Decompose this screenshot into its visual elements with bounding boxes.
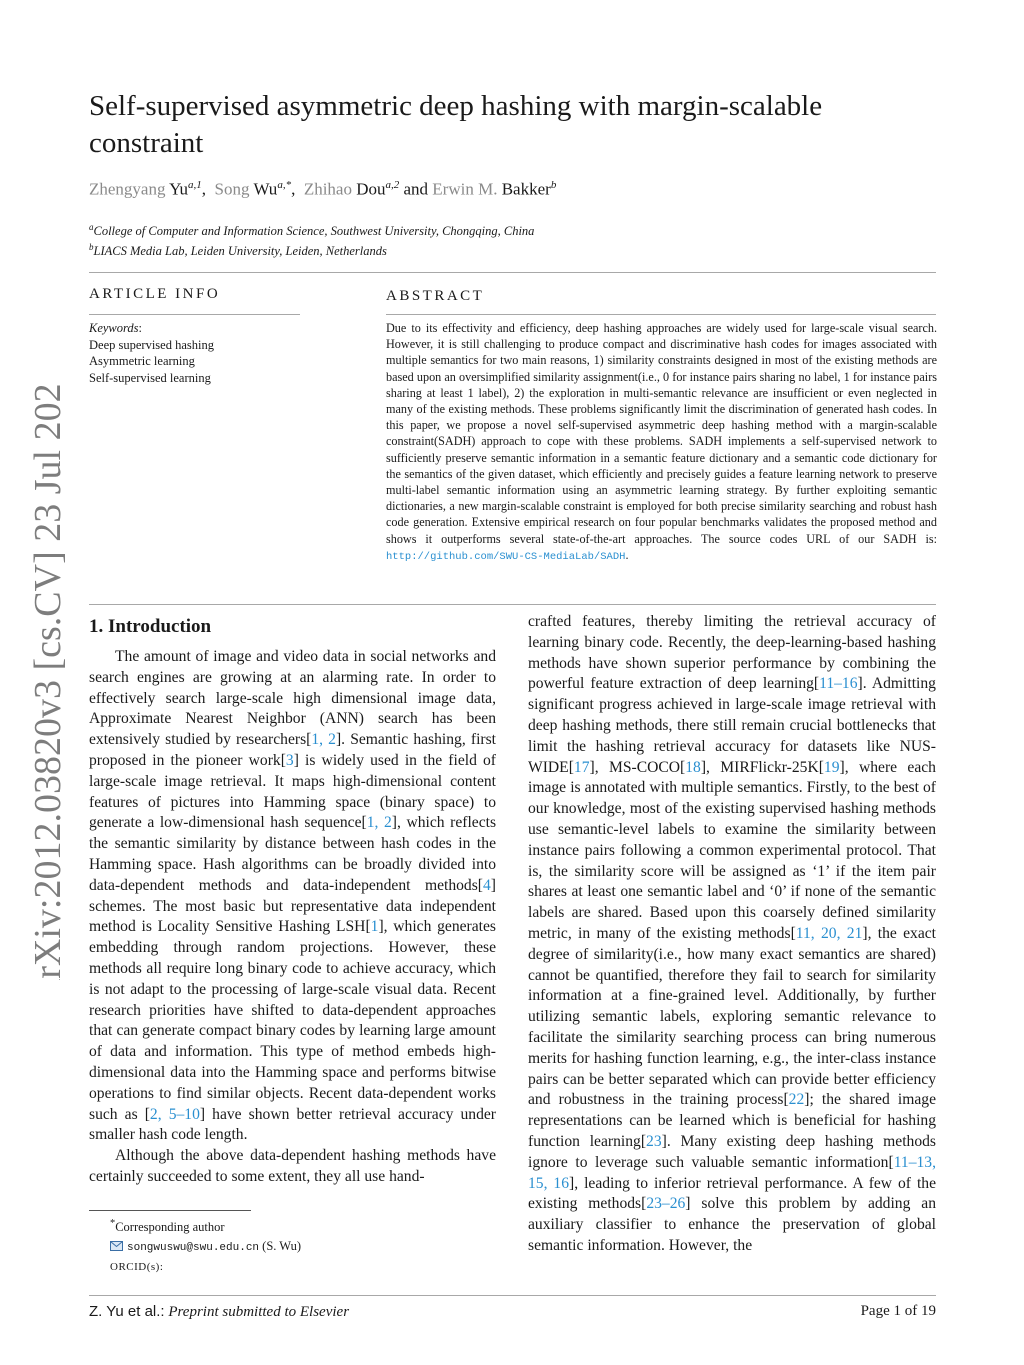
affiliation-a	[89, 222, 939, 239]
citation-link[interactable]: 18	[685, 758, 701, 776]
citation-link[interactable]: 11–16	[819, 675, 858, 693]
section-heading-introduction: 1. Introduction	[89, 616, 212, 637]
affiliation-mark: b	[89, 242, 94, 252]
author-affiliation-mark: b	[550, 179, 557, 191]
article-info-heading: ARTICLE INFO	[89, 286, 221, 302]
page-number: Page 1 of 19	[860, 1303, 936, 1319]
author-affiliation-mark: a,2	[385, 179, 400, 191]
affiliation-mark: a	[89, 222, 94, 232]
footer-left	[89, 1303, 349, 1321]
author-list: Zhengyang Yu$^{a,1}$, Song $Wu^{a,*}$, Zhihao Dou$^{a,2}$ and Erwin M. Bakker$^b$	[89, 179, 557, 199]
affiliation-text: College of Computer and Information Science, Southwest University, Chongqing, China	[93, 224, 535, 239]
citation-link[interactable]: 23	[646, 1132, 662, 1150]
author-last-name: Dou	[356, 179, 386, 199]
citation-link[interactable]: 1, 2	[311, 731, 336, 749]
citation-link[interactable]: 11–13, 15, 16	[528, 1153, 936, 1192]
footnote: *Corresponding author songwuswu@swu.edu.cn (S. Wu) ORCID(s):	[110, 1214, 410, 1277]
citation-link[interactable]: 1, 2	[366, 814, 392, 832]
author-last-name: Yu	[169, 179, 189, 199]
footer-preprint-note: Preprint submitted to Elsevier	[168, 1304, 350, 1320]
intro-paragraph: The amount of image and video data in social networks and search engines are growing at an alarming rate. In order to effectively search large-scale high dimensional image data, Approximate Nearest Neighbor (ANN) search has been extensively studied by researchers[1, 2]. Semantic hashing, first proposed in the pioneer work[3] is widely used in the field of large-scale image retrieval. It maps high-dimensional content features of pictures into Hamming space (binary space) to generate a low-dimensional hash sequence[1, 2], which reflects the semantic similarity by distance between hash codes in the Hamming space. Hash algorithms can be broadly divided into data-dependent methods and data-independent methods[4] schemes. The most basic but representative data independent method is Locality Sensitive Hashing LSH[1], which generates embedding through random projections. However, these methods all require long binary code to achieve accuracy, which is not adapt to the processing of large-scale visual data. Recent research priorities have shifted to data-dependent approaches that can generate compact binary codes by learning large amount of data and information. This type of method embeds high-dimensional data into the Hamming space and performs bitwise operations to find similar objects. Recent data-dependent works such as [2, 5–10] have shown better retrieval accuracy under smaller hash code length.	[89, 648, 497, 1144]
paper-title: Self-supervised asymmetric deep hashing with margin-scalable constraint	[89, 90, 823, 159]
abstract-rule	[386, 314, 936, 315]
corresponding-author-label: Corresponding author	[115, 1220, 225, 1235]
author-affiliation-mark: a,1	[188, 179, 202, 191]
abstract-heading: ABSTRACT	[386, 288, 485, 304]
email-icon	[110, 1241, 123, 1251]
keyword: Self-supervised learning	[89, 370, 211, 385]
footer-authors: Z. Yu et al.:	[89, 1303, 165, 1320]
affiliation-text: LIACS Media Lab, Leiden University, Leiden, Netherlands	[93, 244, 387, 259]
citation-link[interactable]: 19	[823, 758, 840, 776]
citation-link[interactable]: 22	[788, 1091, 805, 1109]
author-email[interactable]: songwuswu@swu.edu.cn	[127, 1242, 260, 1255]
author-first-name: Song	[214, 179, 250, 199]
keyword: Deep supervised hashing	[89, 337, 214, 352]
source-code-link[interactable]: http://github.com/SWU-CS-MediaLab/SADH	[386, 550, 626, 563]
header-divider	[89, 272, 936, 273]
orcid-label: ORCID(s):	[110, 1261, 164, 1274]
keyword: Asymmetric learning	[89, 354, 195, 368]
keywords-block: Keywords: Deep supervised hashing Asymmetric learning Self-supervised learning	[89, 320, 349, 386]
author-affiliation-mark: a,*	[277, 179, 292, 191]
footnote-rule	[89, 1210, 251, 1211]
author-conjunction: and	[403, 179, 429, 199]
citation-link[interactable]: 1	[370, 918, 379, 936]
arxiv-identifier: arXiv:2012.03820v3 [cs.CV] 23 Jul 2021	[27, 380, 69, 980]
author-first-name: Zhengyang	[89, 179, 166, 199]
author-last-name: Bakker	[501, 179, 551, 199]
author-first-name: Zhihao	[303, 179, 352, 199]
intro-paragraph: Although the above data-dependent hashing methods have certainly succeeded to some extent, they all use hand-	[89, 1147, 496, 1185]
abstract-divider	[89, 604, 936, 605]
intro-column-right	[528, 612, 936, 1257]
intro-paragraph: crafted features, thereby limiting the retrieval accuracy of learning binary code. Recently, the deep-learning-based hashing methods have shown superior performance by combining the powerful feature extraction of deep learning[11–16]. Admitting significant progress achieved in large-scale image retrieval with deep hashing methods, there still remain crucial bottlenecks that limit the hashing retrieval accuracy for datasets like NUS-WIDE[17], MS-COCO[18], MIRFlickr-25K[19], where each image is annotated with multiple semantics. Firstly, to the best of our knowledge, most of the existing supervised hashing methods use semantic-level labels to examine the similarity between instance pairs following a common experimental protocol. That is, the similarity score will be assigned as ‘1’ if the item pair shares at least one semantic label and ‘0’ if none of the semantic labels are shared. Based upon this coarsely defined similarity metric, in many of the existing methods[11, 20, 21], the exact degree of similarity(i.e., how many exact semantics are shared) cannot be quantified, therefore they fail to search for similarity information at a fine-grained level. Additionally, by further utilizing semantic labels, exploring semantic relevance to facilitate the similarity searching process can bring numerous merits for hashing function learning, e.g., the inter-class instance pairs can be better separated which can provide better efficiency and robustness in the training process[22]; the shared image representations can be learned which is beneficial for hashing function learning[23]. Many existing deep hashing methods ignore to leverage such valuable semantic information[11–13, 15, 16], leading to inferior retrieval performance. A few of the existing methods[23–26] solve this problem by adding an auxiliary classifier to enhance the preservation of global semantic information. However, the	[528, 613, 937, 1254]
intro-column-left	[89, 647, 496, 1188]
author-last-name: Wu	[253, 179, 278, 199]
citation-link[interactable]: 2, 5–10	[149, 1105, 200, 1123]
arxiv-stamp	[20, 380, 80, 980]
article-info-rule	[89, 314, 300, 315]
abstract-end: .	[625, 547, 629, 562]
citation-link[interactable]: 23–26	[646, 1195, 686, 1213]
citation-link[interactable]: 11, 20, 21	[795, 924, 863, 942]
affiliation-b	[89, 242, 939, 259]
citation-link[interactable]: 3	[285, 751, 294, 769]
footer-divider	[89, 1295, 936, 1296]
keywords-label: Keywords	[89, 321, 139, 335]
citation-link[interactable]: 4	[483, 876, 491, 894]
citation-link[interactable]: 17	[573, 758, 590, 776]
abstract-paragraph: Due to its effectivity and efficiency, deep hashing approaches are widely used for large-scale visual search. However, it is still challenging to produce compact and discriminative hash codes for images associated with multiple semantics for two main reasons, 1) similarity constraints designed in most of the existing methods are based upon an oversimplified similarity assignment(i.e., 0 for instance pairs sharing no label, 1 for instance pairs sharing at least 1 label), 2) the exploration in multi-semantic relevance are insufficient or even neglected in many of the existing methods. These problems significantly limit the discrimination of generated hash codes. In this paper, we propose a novel self-supervised asymmetric deep hashing method with a margin-scalable constraint(SADH) approach to cope with these problems. SADH implements a self-supervised network to sufficiently preserve semantic information in a semantic feature dictionary and a semantic code dictionary for the semantics of the given dataset, which efficiently and precisely guides a feature learning network to preserve multi-label semantic information using an asymmetric learning strategy. By further exploiting semantic dictionaries, a new margin-scalable constraint is employed for both precise similarity searching and robust hash code generation. Extensive empirical research on four popular benchmarks validates the proposed method and shows it outperforms several state-of-the-art approaches. The source codes URL of our SADH is:	[386, 321, 937, 546]
abstract-body	[386, 320, 937, 565]
author-email-suffix: (S. Wu)	[262, 1239, 302, 1254]
author-first-name: Erwin M.	[432, 179, 498, 199]
